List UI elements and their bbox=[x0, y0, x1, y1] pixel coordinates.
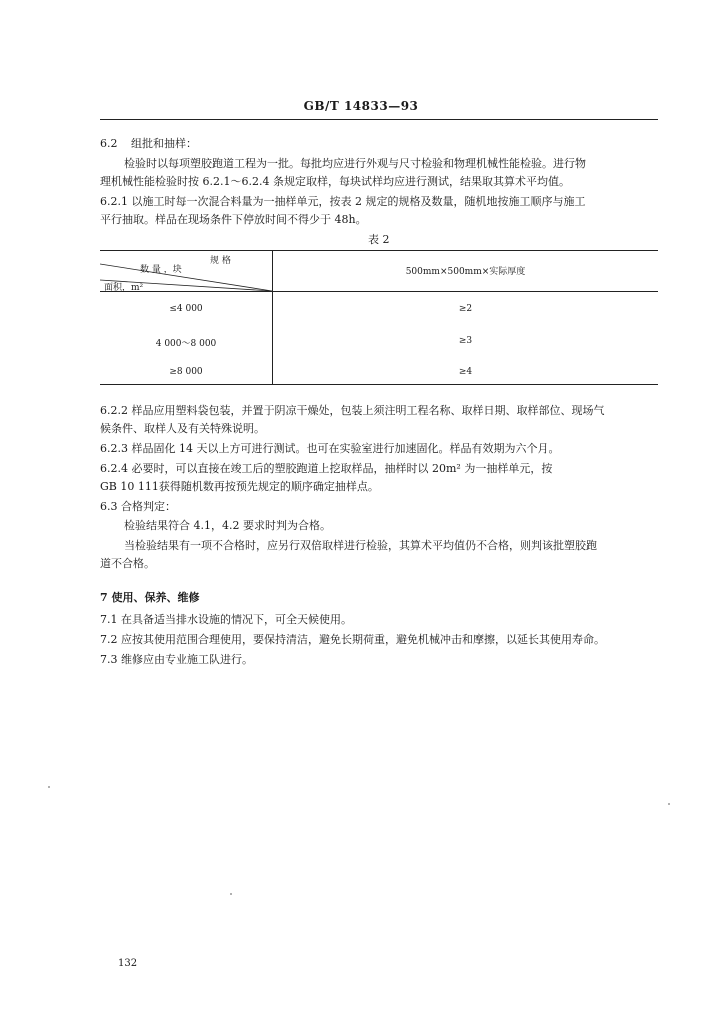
section-6-3-paragraph: 检验结果符合 4.1，4.2 要求时判为合格。 bbox=[124, 519, 331, 532]
header-qty-label: 数 量 ，块 bbox=[140, 265, 182, 275]
header-spec-label: 规 格 bbox=[210, 256, 231, 266]
section-6-2-4-line: 6.2.4 必要时，可以直接在竣工后的塑胶跑道上挖取样品，抽样时以 20m² 为一抽样单元，按 bbox=[100, 462, 553, 475]
section-6-2-3-line: 6.2.3 样品固化 14 天以上方可进行测试。也可在实验室进行加速固化。样品有效期为六个月。 bbox=[100, 442, 560, 455]
header-rule bbox=[100, 119, 658, 120]
page-number: 132 bbox=[118, 958, 138, 969]
section-6-2-title: 组批和抽样： bbox=[131, 137, 197, 150]
section-6-2-heading bbox=[100, 137, 197, 151]
section-7-1-line: 7.1 在具备适当排水设施的情况下，可全天候使用。 bbox=[100, 613, 352, 626]
table-cell-qty: ≥3 bbox=[458, 336, 473, 346]
header-size-label: 500mm×500mm×实际厚度 bbox=[405, 267, 526, 277]
section-6-3-paragraph: 当检验结果有一项不合格时，应另行双倍取样进行检验，其算术平均值仍不合格，则判该批塑胶跑 bbox=[124, 539, 597, 552]
section-6-3-heading: 6.3 合格判定： bbox=[100, 500, 176, 513]
table-bottom-rule bbox=[100, 384, 658, 385]
section-7-3-line: 7.3 维修应由专业施工队进行。 bbox=[100, 653, 253, 666]
standard-header: GB/T 14833—93 bbox=[303, 99, 419, 113]
section-6-2-1-line: 平行抽取。样品在现场条件下停放时间不得少于 48h。 bbox=[100, 213, 367, 226]
table-cell-qty: ≥2 bbox=[458, 304, 473, 314]
sampling-table bbox=[100, 250, 658, 385]
scan-speck bbox=[230, 893, 232, 895]
table-caption: 表 2 bbox=[368, 233, 390, 246]
table-cell-qty: ≥4 bbox=[458, 367, 473, 377]
section-7-heading: 7 使用、保养、维修 bbox=[100, 591, 200, 604]
table-cell-area: 4 000～8 000 bbox=[155, 339, 217, 349]
section-6-2-2-line: 6.2.2 样品应用塑料袋包装，并置于阴凉干燥处，包装上须注明工程名称、取样日期、取样部位、现场气 bbox=[100, 404, 605, 417]
header-area-label: 面积，m² bbox=[104, 283, 144, 293]
section-7-2-line: 7.2 应按其使用范围合理使用，要保持清洁，避免长期荷重，避免机械冲击和摩擦，以延长其使用寿命。 bbox=[100, 633, 605, 646]
scan-speck bbox=[48, 786, 50, 788]
section-6-2-1-line: 6.2.1 以施工时每一次混合料量为一抽样单元，按表 2 规定的规格及数量，随机地按施工顺序与施工 bbox=[100, 195, 586, 208]
scan-speck bbox=[668, 803, 670, 805]
section-6-2-2-line: 候条件、取样人及有关特殊说明。 bbox=[100, 422, 265, 435]
paragraph-line: 理机械性能检验时按 6.2.1～6.2.4 条规定取样，每块试样均应进行测试，结果取其算术平均值。 bbox=[100, 175, 570, 188]
paragraph-line: 检验时以每项塑胶跑道工程为一批。每批均应进行外观与尺寸检验和物理机械性能检验。进行物 bbox=[124, 157, 586, 170]
section-6-2-4-line: GB 10 111获得随机数再按预先规定的顺序确定抽样点。 bbox=[100, 480, 379, 493]
table-cell-area: ≥8 000 bbox=[169, 367, 203, 377]
section-6-3-paragraph: 道不合格。 bbox=[100, 557, 155, 570]
section-6-2-number: 6.2 bbox=[100, 137, 118, 150]
table-cell-area: ≤4 000 bbox=[169, 304, 203, 314]
